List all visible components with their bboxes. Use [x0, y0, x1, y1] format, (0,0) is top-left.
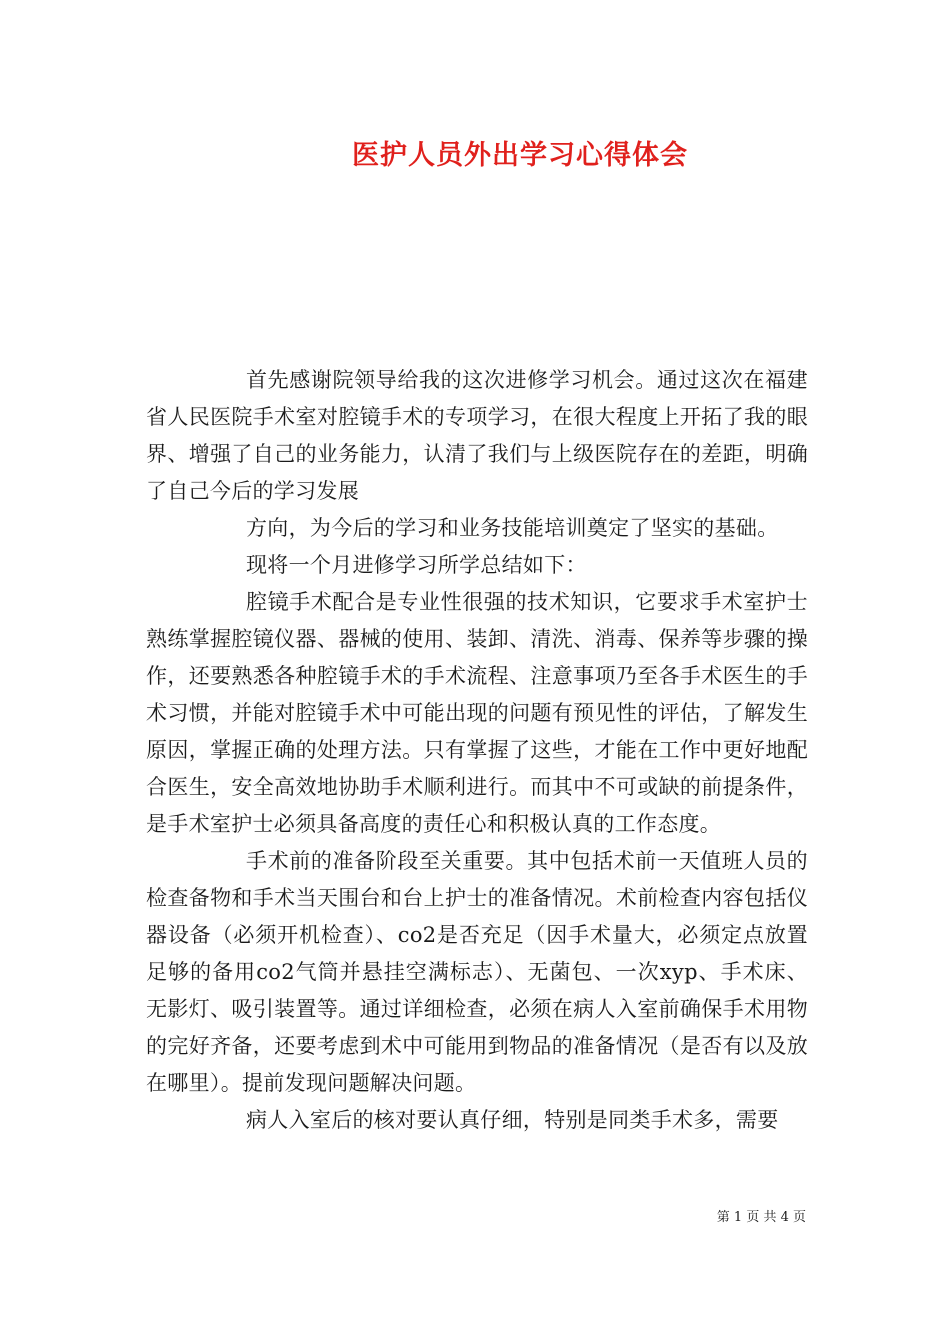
paragraph: 方向，为今后的学习和业务技能培训奠定了坚实的基础。: [246, 516, 779, 540]
page-number-footer: 第 1 页 共 4 页: [716, 1210, 806, 1225]
paragraph: 首先感谢院领导给我的这次进修学习机会。通过这次在福建省人民医院手术室对腔镜手术的专项学习，在很大程度上开拓了我的眼界、增强了自己的业务能力，认清了我们与上级医院存在的差距，明确了自己今后的学习发展: [146, 368, 808, 503]
paragraph: 腔镜手术配合是专业性很强的技术知识，它要求手术室护士熟练掌握腔镜仪器、器械的使用、装卸、清洗、消毒、保养等步骤的操作，还要熟悉各种腔镜手术的手术流程、注意事项乃至各手术医生的手术习惯，并能对腔镜手术中可能出现的问题有预见性的评估，了解发生原因，掌握正确的处理方法。只有掌握了这些，才能在工作中更好地配合医生，安全高效地协助手术顺利进行。而其中不可或缺的前提条件，是手术室护士必须具备高度的责任心和积极认真的工作态度。: [146, 590, 808, 836]
document-body: [146, 362, 808, 1139]
document-title: 医护人员外出学习心得体会: [352, 140, 688, 171]
paragraph: 手术前的准备阶段至关重要。其中包括术前一天值班人员的检查备物和手术当天围台和台上护士的准备情况。术前检查内容包括仪器设备（必须开机检查）、co2是否充足（因手术量大，必须定点放置足够的备用co2气筒并悬挂空满标志）、无菌包、一次xyp、手术床、无影灯、吸引装置等。通过详细检查，必须在病人入室前确保手术用物的完好齐备，还要考虑到术中可能用到物品的准备情况（是否有以及放在哪里）。提前发现问题解决问题。: [146, 849, 808, 1095]
paragraph: 现将一个月进修学习所学总结如下：: [246, 553, 587, 577]
paragraph: 病人入室后的核对要认真仔细，特别是同类手术多，需要: [246, 1108, 779, 1132]
